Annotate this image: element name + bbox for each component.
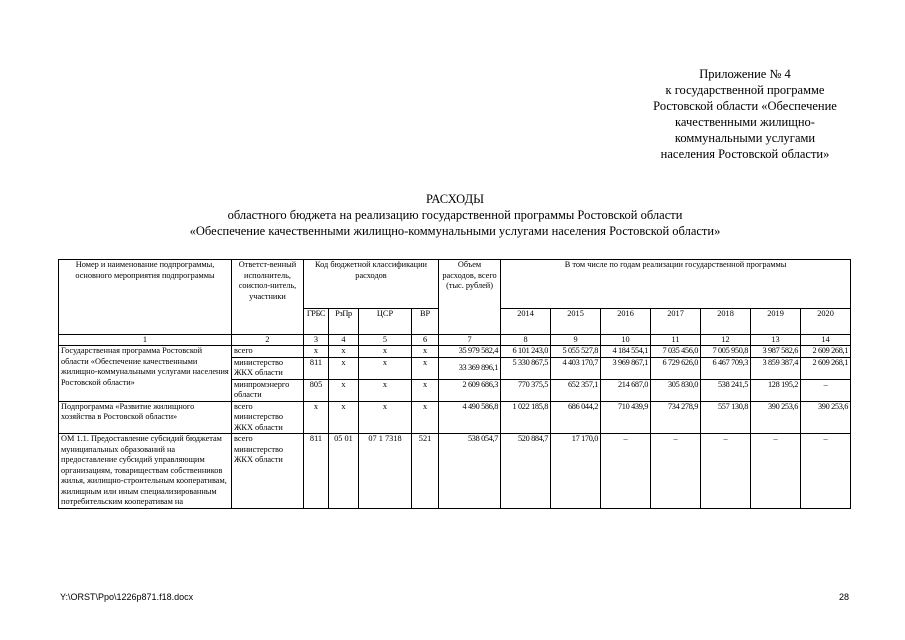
year-value-cell: 4 184 554,1	[601, 346, 651, 358]
year-value-cell: 5 055 527,8	[551, 346, 601, 358]
vr-cell: х	[412, 401, 439, 434]
header-vr: ВР	[412, 309, 439, 335]
csr-cell: х	[359, 379, 412, 401]
total-cell: 35 979 582,4	[439, 346, 501, 358]
column-number: 6	[412, 335, 439, 346]
rzpr-cell: х	[329, 401, 359, 434]
header-year: 2018	[701, 309, 751, 335]
header-year: 2015	[551, 309, 601, 335]
year-value-cell: 3 859 387,4	[751, 357, 801, 379]
executor-cell: минпромэнерго области	[232, 379, 304, 401]
table-row	[59, 346, 851, 358]
header-volume: Объем расходов, всего (тыс. рублей)	[439, 260, 501, 335]
header-year: 2017	[651, 309, 701, 335]
grbs-cell: 811	[304, 357, 329, 379]
column-number: 7	[439, 335, 501, 346]
header-name: Номер и наименование подпрограммы, основного мероприятия подпрограммы	[59, 260, 232, 335]
year-value-cell: 2 609 268,1	[801, 357, 851, 379]
table-row	[59, 434, 851, 509]
column-number: 3	[304, 335, 329, 346]
rzpr-cell: х	[329, 357, 359, 379]
year-value-cell: –	[601, 434, 651, 509]
column-number-row	[59, 335, 851, 346]
header-year: 2020	[801, 309, 851, 335]
appendix-line: Приложение № 4	[699, 67, 791, 81]
expenses-table	[58, 259, 851, 509]
grbs-cell: х	[304, 346, 329, 358]
rzpr-cell: х	[329, 346, 359, 358]
grbs-cell: 811	[304, 434, 329, 509]
appendix-line: качественными жилищно-	[675, 115, 815, 129]
rzpr-cell: х	[329, 379, 359, 401]
year-value-cell: 17 170,0	[551, 434, 601, 509]
year-value-cell: –	[651, 434, 701, 509]
year-value-cell: 390 253,6	[801, 401, 851, 434]
vr-cell: х	[412, 346, 439, 358]
executor-cell: министерство ЖКХ области	[232, 357, 304, 379]
year-value-cell: 3 969 867,1	[601, 357, 651, 379]
executor-cell: всего министерство ЖКХ области	[232, 434, 304, 509]
year-value-cell: –	[701, 434, 751, 509]
column-number: 10	[601, 335, 651, 346]
year-value-cell: 128 195,2	[751, 379, 801, 401]
header-year: 2016	[601, 309, 651, 335]
total-cell: 4 490 586,8	[439, 401, 501, 434]
year-value-cell: 538 241,5	[701, 379, 751, 401]
vr-cell: х	[412, 379, 439, 401]
total-cell: 538 054,7	[439, 434, 501, 509]
total-cell: 33 369 896,1	[439, 357, 501, 379]
csr-cell: х	[359, 357, 412, 379]
year-value-cell: 3 987 582,6	[751, 346, 801, 358]
year-value-cell: 6 467 709,3	[701, 357, 751, 379]
year-value-cell: 710 439,9	[601, 401, 651, 434]
year-value-cell: 652 357,1	[551, 379, 601, 401]
year-value-cell: –	[801, 434, 851, 509]
appendix-line: Ростовской области «Обеспечение	[653, 99, 837, 113]
header-csr: ЦСР	[359, 309, 412, 335]
column-number: 13	[751, 335, 801, 346]
year-value-cell: 5 330 867,5	[501, 357, 551, 379]
year-value-cell: 6 101 243,0	[501, 346, 551, 358]
year-value-cell: 390 253,6	[751, 401, 801, 434]
document-heading	[60, 191, 850, 239]
column-number: 12	[701, 335, 751, 346]
column-number: 8	[501, 335, 551, 346]
document-subtitle-line: «Обеспечение качественными жилищно-коммунальными услугами населения Ростовской области»	[189, 224, 721, 238]
program-name: Государственная программа Ростовской области «Обеспечение качественными жилищно-коммунальными услугами населения Ростовской области»	[59, 346, 232, 402]
header-by-years: В том числе по годам реализации государственной программы	[501, 260, 851, 309]
year-value-cell: 7 035 456,0	[651, 346, 701, 358]
column-number: 2	[232, 335, 304, 346]
header-rzpr: РзПр	[329, 309, 359, 335]
year-value-cell: 2 609 268,1	[801, 346, 851, 358]
header-budget-class: Код бюджетной классификации расходов	[304, 260, 439, 309]
header-executor: Ответст-венный исполнитель, соиспол-нитель, участники	[232, 260, 304, 335]
table-row	[59, 401, 851, 434]
year-value-cell: 770 375,5	[501, 379, 551, 401]
grbs-cell: 805	[304, 379, 329, 401]
year-value-cell: 1 022 185,8	[501, 401, 551, 434]
year-value-cell: 520 884,7	[501, 434, 551, 509]
csr-cell: х	[359, 401, 412, 434]
header-year: 2019	[751, 309, 801, 335]
executor-cell: всего	[232, 346, 304, 358]
year-value-cell: 305 830,0	[651, 379, 701, 401]
year-value-cell: –	[751, 434, 801, 509]
column-number: 5	[359, 335, 412, 346]
executor-cell: всего министерство ЖКХ области	[232, 401, 304, 434]
appendix-line: к государственной программе	[665, 83, 825, 97]
year-value-cell: 6 729 626,0	[651, 357, 701, 379]
year-value-cell: 214 687,0	[601, 379, 651, 401]
column-number: 1	[59, 335, 232, 346]
activity-name: ОМ 1.1. Предоставление субсидий бюджетам муниципальных образований на предоставление субсидий управляющим организациям, товариществам собственников жилья, жилищно-строительным кооперативам, жилищным или иным специализированным потребительским кооперативам на	[59, 434, 232, 509]
appendix-line: коммунальными услугами	[674, 131, 816, 145]
year-value-cell: 734 278,9	[651, 401, 701, 434]
rzpr-cell: 05 01	[329, 434, 359, 509]
footer-file-path: Y:\ORST\Ppo\1226p871.f18.docx	[60, 592, 194, 602]
year-value-cell: 7 005 950,8	[701, 346, 751, 358]
vr-cell: х	[412, 357, 439, 379]
subprogram-name: Подпрограмма «Развитие жилищного хозяйства в Ростовской области»	[59, 401, 232, 434]
grbs-cell: х	[304, 401, 329, 434]
year-value-cell: 686 044,2	[551, 401, 601, 434]
total-cell: 2 609 686,3	[439, 379, 501, 401]
column-number: 9	[551, 335, 601, 346]
document-subtitle-line: областного бюджета на реализацию государственной программы Ростовской области	[227, 208, 683, 222]
vr-cell: 521	[412, 434, 439, 509]
document-title: РАСХОДЫ	[426, 192, 484, 206]
column-number: 14	[801, 335, 851, 346]
year-value-cell: –	[801, 379, 851, 401]
appendix-reference	[618, 66, 872, 162]
appendix-line: населения Ростовской области»	[660, 147, 830, 161]
year-value-cell: 557 130,8	[701, 401, 751, 434]
column-number: 11	[651, 335, 701, 346]
header-grbs: ГРБС	[304, 309, 329, 335]
footer-page-number: 28	[839, 592, 850, 602]
year-value-cell: 4 403 170,7	[551, 357, 601, 379]
csr-cell: х	[359, 346, 412, 358]
csr-cell: 07 1 7318	[359, 434, 412, 509]
header-year: 2014	[501, 309, 551, 335]
column-number: 4	[329, 335, 359, 346]
